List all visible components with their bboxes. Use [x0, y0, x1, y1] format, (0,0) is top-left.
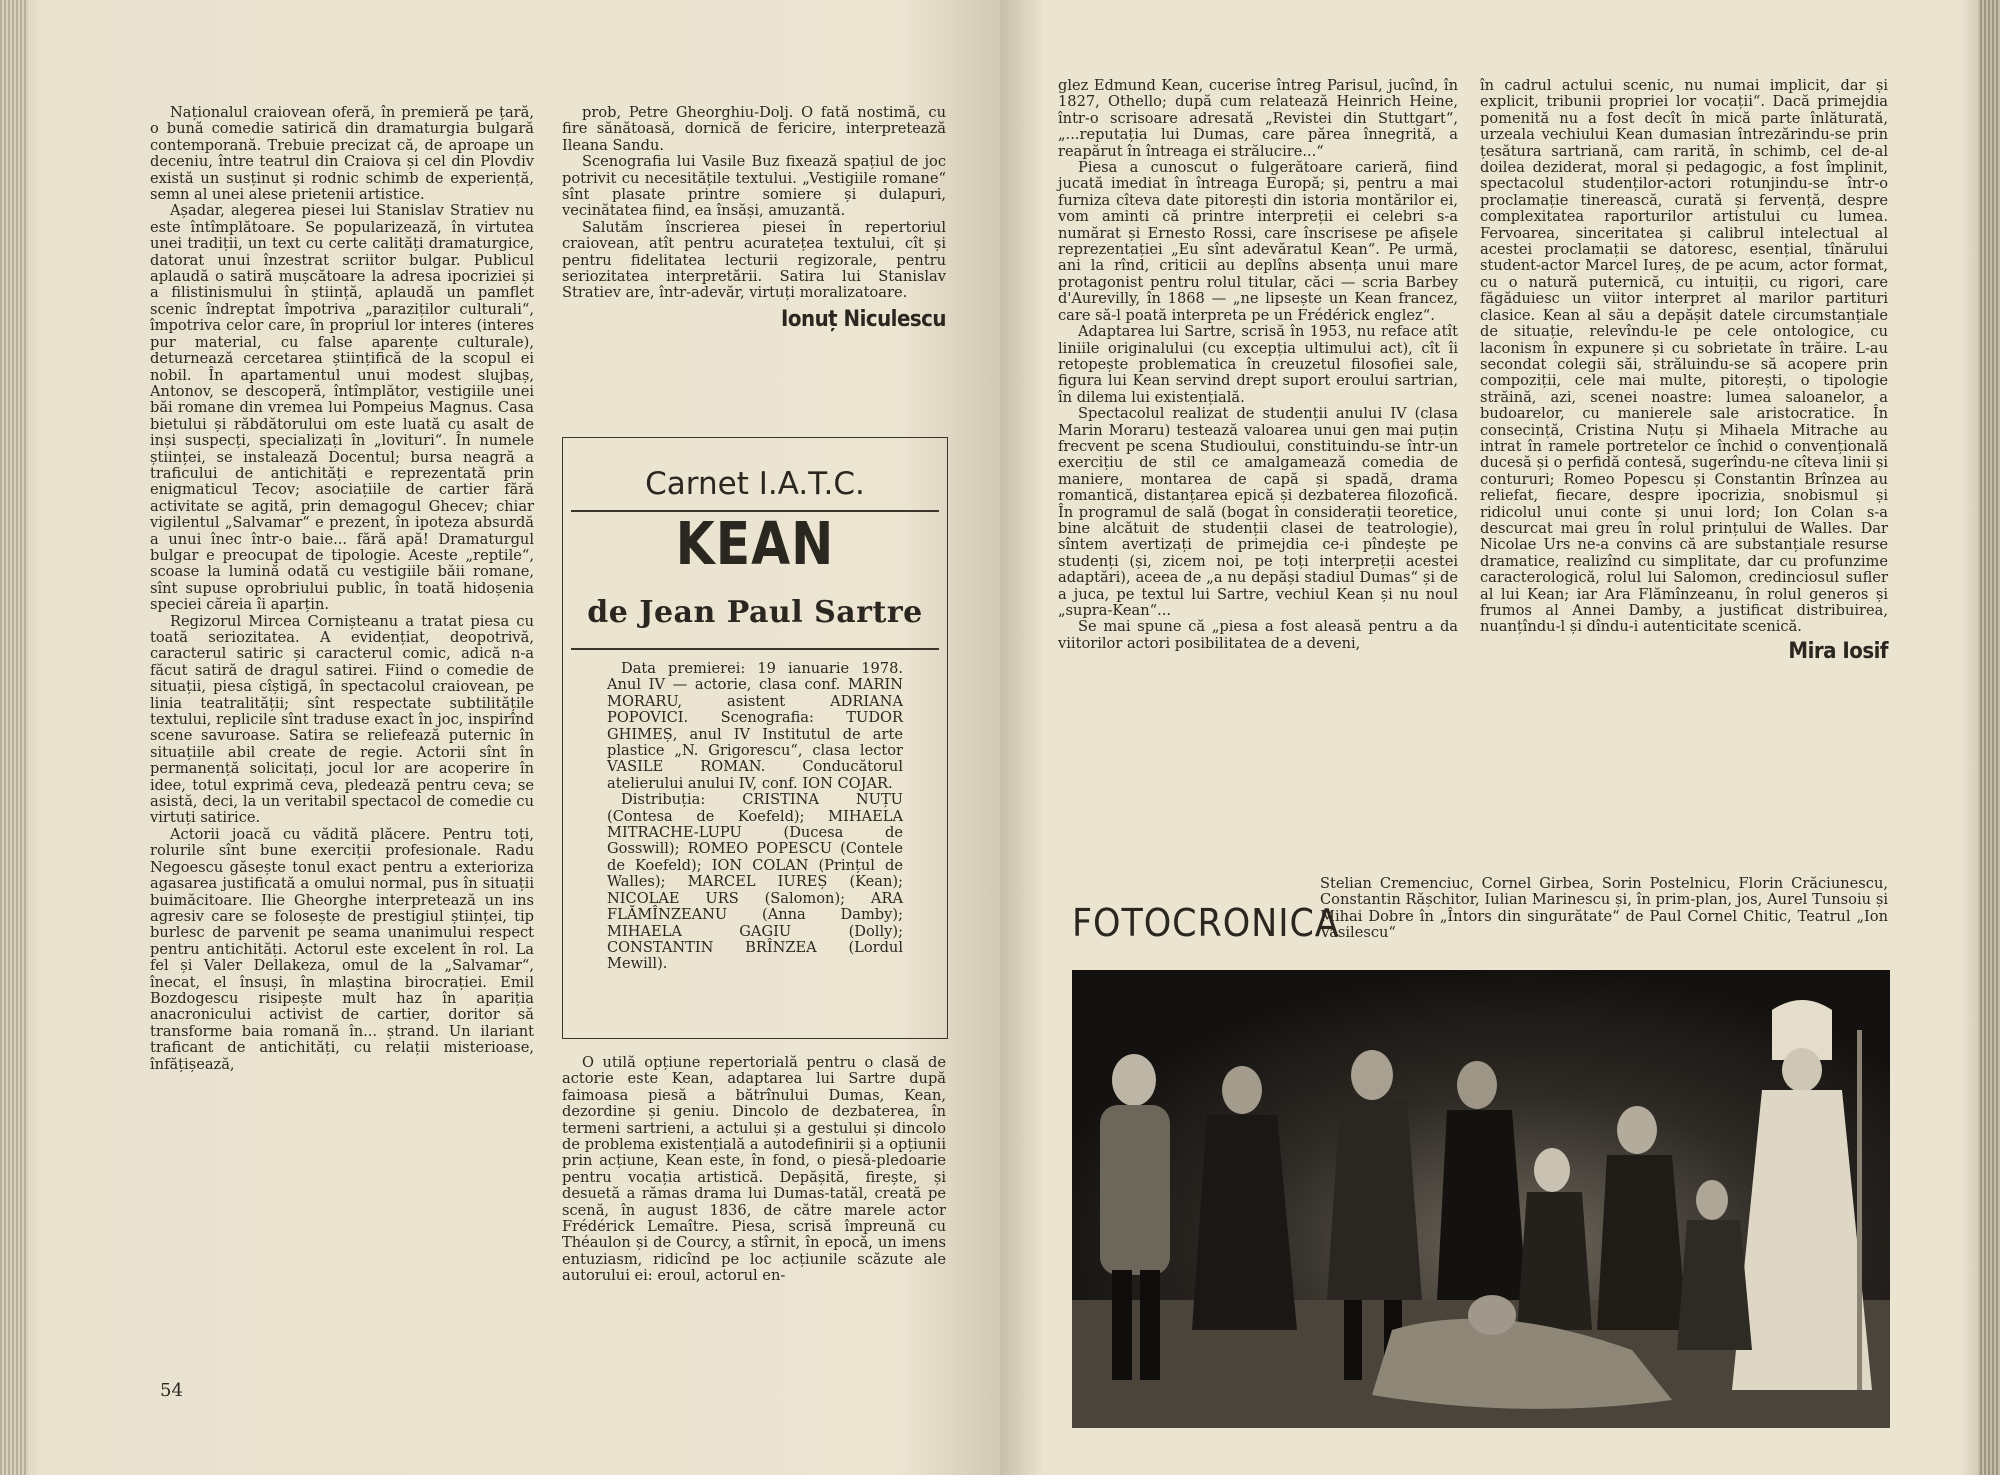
paragraph: Salutăm înscrierea piesei în repertoriul craiovean, atît pentru acuratețea textului, cît și pentru fidelitatea lecturii regizorale, pentru seriozitatea interpretării. Satira lui Stanislav Stratiev are, într-adevăr, virtuți moralizatoare. [562, 218, 946, 302]
author-signature: Mira Iosif [1788, 638, 1888, 664]
page-edge-left [0, 0, 28, 1475]
article-column-2-bottom [562, 1055, 946, 1285]
credits-block [607, 661, 903, 973]
divider [571, 648, 939, 650]
carnet-box [562, 437, 948, 1039]
paragraph: Spectacolul realizat de studenții anului IV (clasa Marin Moraru) testează valoarea unui gen mai puțin frecvent pe scena Studioului, constituindu-se într-un exercițiu de stil ce amalgamează comedia de maniere, montarea de capă și spadă, drama romantică, distanțarea epică și dezbaterea filozofică. În programul de sală (bogat în considerații teoretice, bine alcătuit de studenții clasei de teatrologie), sîntem avertizați de primejdia ce-i pîndește pe studenți (și, zicem noi, pe toți interpreții acestei adaptări), aceea de „a nu depăși stadiul Dumas“ și de a juca, pe textul lui Sartre, vechiul Kean și nu noul „supra-Kean“... [1058, 405, 1458, 619]
paragraph: Regizorul Mircea Cornișteanu a tratat piesa cu toată seriozitatea. A evidențiat, deopotrivă, caracterul satiric și caracterul comic, adică n-a făcut satiră de dragul satirei. Fiind o comedie de situații, piesa cîștigă, în spectacolul craiovean, pe linia teatralității; sînt respectate subtilitățile textului, replicile sînt traduse exact în joc, inspirînd scene savuroase. Satira se reliefează puternic în situațiile abil create de regie. Actorii sînt în permanență solicitați, jocul lor are acoperire în idee, totul exprimă ceva, pledează pentru ceva; se asistă, deci, la un veritabil spectacol de comedie cu virtuți satirice. [150, 612, 534, 827]
paragraph: O utilă opțiune repertorială pentru o clasă de actorie este Kean, adaptarea lui Sartre după faimoasa piesă a bătrînului Dumas, Kean, dezordine și geniu. Dincolo de dezbaterea, în termeni sartrieni, a actului și a gestului și dincolo de problema existențială a autodefinirii și a opțiunii prin acțiune, Kean este, în fond, o piesă-pledoarie pentru vocația artistică. Depășită, firește, și desuetă a rămas drama lui Dumas-tatăl, creată pe scenă, în august 1836, de către marele actor Frédérick Lemaître. Piesa, scrisă împreună cu Théaulon și de Courcy, a stîrnit, în epocă, un imens entuziasm, ridicînd pe loc acțiunile scăzute ale autorului ei: eroul, actorul en- [562, 1054, 946, 1285]
paragraph: Se mai spune că „piesa a fost aleasă pentru a da viitorilor actori posibilitatea de a deveni, [1058, 618, 1458, 652]
article-column-3 [1058, 78, 1458, 652]
page-number: 54 [160, 1380, 183, 1401]
stage-photo-image [1072, 970, 1890, 1428]
article-column-1 [150, 105, 534, 1073]
paragraph: prob, Petre Gheorghiu-Dolj. O fată nostimă, cu fire sănătoasă, dornică de fericire, interpretează Ileana Sandu. [562, 104, 946, 154]
author-signature: Ionuț Niculescu [781, 306, 946, 332]
paragraph: Naționalul craiovean oferă, în premieră pe țară, o bună comedie satirică din dramaturgia bulgară contemporană. Trebuie precizat că, de aproape un deceniu, între teatrul din Craiova și cel din Plovdiv există un susținut și rodnic schimb de experiență, semn al unei alese prietenii artistice. [150, 104, 534, 204]
paragraph: glez Edmund Kean, cucerise întreg Parisul, jucînd, în 1827, Othello; după cum relatează Heinrich Heine, într-o scrisoare adresată „Revistei din Stuttgart“, „...reputația lui Dumas, care părea înnegrită, a reapărut în întreaga ei strălucire...“ [1058, 77, 1458, 160]
photo-caption: Stelian Cremenciuc, Cornel Girbea, Sorin Postelnicu, Florin Crăciunescu, Constantin Rășchitor, Iulian Marinescu și, în prim-plan, jos, Aurel Tunsoiu și Mihai Dobre în „Întors din singurătate“ de Paul Cornel Chitic, Teatrul „Ion Vasilescu“ [1320, 875, 1888, 942]
paragraph: Adaptarea lui Sartre, scrisă în 1953, nu reface atît liniile originalului (cu excepția ultimului act), cît îi retopește problematica în creuzetul filosofiei sale, figura lui Kean servind drept suport eroului sartrian, în dilema lui existențială. [1058, 323, 1458, 406]
paragraph: Așadar, alegerea piesei lui Stanislav Stratiev nu este întîmplătoare. Se popularizează, în virtutea unei tradiții, un text cu certe calități dramaturgice, datorat unui înzestrat scriitor bulgar. Publicul aplaudă o satiră mușcătoare la adresa ipocriziei și a filistinismului în știință, aplaudă un pamflet scenic îndreptat împotriva „paraziților culturali“, împotriva celor care, în propriul lor interes (interes pur material, cu false aparențe culturale), deturnează cercetarea științifică de la scopul ei nobil. În apartamentul unui modest slujbaș, Antonov, se descoperă, întîmplător, vestigiile unei băi romane din vremea lui Pompeius Magnus. Casa bietului și răbdătorului om este luată cu asalt de inși suspecți, specializați în „lovituri“. În numele științei, se instalează Docentul; bursa neagră a traficului de antichități e reprezentată prin enigmaticul Tecov; asociațiile de cartier fără activitate se agită, prin demagogul Ghecev; chiar vigilentul „Salvamar“ e prezent, în ipoteza absurdă a unui înec într-o baie... fără apă! Dramaturgul bulgar e preocupat de tipologie. Aceste „reptile“, scoase la lumină odată cu vestigiile băii romane, sînt supuse oprobriului public, în toată hidoșenia speciei căreia îi aparțin. [150, 202, 534, 614]
box-heading: Carnet I.A.T.C. [645, 466, 865, 502]
paragraph: Piesa a cunoscut o fulgerătoare carieră, fiind jucată imediat în întreaga Europă; și, pentru a mai furniza cîteva date pitorești din istoria montărilor ei, vom aminti că printre interpreții ei celebri s-a numărat și Ernesto Rossi, care înscrisese pe afișele reprezentației „Eu sînt adevăratul Kean“. Pe urmă, ani la rînd, criticii au deplîns absența unui mare protagonist pentru rolul titular, căci — scria Barbey d'Aurevilly, în 1868 — „ne lipsește un Kean francez, care să-l poată interpreta pe un Frédérick englez“. [1058, 159, 1458, 324]
fotocronica-title: FOTOCRONICA [1072, 901, 1340, 945]
article-column-4 [1480, 77, 1888, 664]
credits-text: Data premierei: 19 ianuarie 1978. Anul IV — actorie, clasa conf. MARIN MORARU, asistent ADRIANA POPOVICI. Scenografia: TUDOR GHIMEȘ, anul IV Institutul de arte plastice „N. Grigorescu“, clasa lector VASILE ROMAN. Conducătorul atelierului anului IV, conf. ION COJAR. [607, 660, 903, 792]
article-column-2 [562, 104, 946, 332]
play-title: KEAN [675, 510, 835, 579]
paragraph: în cadrul actului scenic, nu numai implicit, dar și explicit, tribunii propriei lor vocații“. Dacă primejdia pomenită nu a fost decît în mică parte înlăturată, urzeala vechiului Kean dumasian întrezărindu-se prin țesătura sartriană, cam rarită, în schimb, cel de-al doilea deziderat, moral și pedagogic, a fost împlinit, spectacolul studenților-actori rotunjindu-se într-o proclamație tinerească, curată și fervență, despre complexitatea raporturilor artistului cu lumea. Fervoarea, sinceritatea și calibrul intelectual al acestei proclamații se datoresc, esențial, tînărului student-actor Marcel Iureș, de pe acum, actor format, cu o natură puternică, cu intuiții, cu rigori, care făgăduiesc un viitor interpret al marilor partituri clasice. Kean al său a depășit datele circumstanțiale de situație, relevîndu-le pe cele ontologice, cu laconism în expunere și cu sobrietate în trăire. L-au secondat colegii săi, străluindu-se să acopere prin compoziții, cele mai multe, pitorești, o tipologie străină, azi, scenei noastre: lumea saloanelor, a budoarelor, cu manierele sale aristocratice. În consecință, Cristina Nuțu și Mihaela Mitrache au intrat în ramele portretelor ce închid o convențională ducesă și o perfidă contesă, sugerîndu-ne cîteva linii și contururi; Romeo Popescu și Constantin Brînzea au reliefat, fiecare, despre ipocrizia, snobismul și ridicolul unui conte și unui lord; Ion Colan s-a descurcat mai greu în rolul prințului de Walles. Dar Nicolae Urs ne-a convins că are substanțiale resurse dramatice, realizînd cu simplitate, dar cu profunzime caracterologică, rolul lui Salomon, credinciosul sufler al lui Kean; iar Ara Flămînzeanu, în rolul generos și frumos al Annei Damby, a justificat distribuirea, nuanțîndu-l și dîndu-i autenticitate scenică. [1480, 77, 1888, 636]
cast-text: Distribuția: CRISTINA NUȚU (Contesa de Koefeld); MIHAELA MITRACHE-LUPU (Ducesa de Gosswill); ROMEO POPESCU (Contele de Koefeld); ION COLAN (Prințul de Walles); MARCEL IUREȘ (Kean); NICOLAE URS (Salomon); ARA FLĂMÎNZEANU (Anna Damby); MIHAELA GAGIU (Dolly); CONSTANTIN BRÎNZEA (Lordul Mewill). [607, 791, 903, 973]
play-author: de Jean Paul Sartre [587, 595, 923, 630]
stage-photo [1072, 970, 1890, 1428]
page-edge-right [1978, 0, 2000, 1475]
paragraph: Scenografia lui Vasile Buz fixează spațiul de joc potrivit cu necesitățile textului. „Vestigiile romane“ sînt plasate printre somiere și dulapuri, vecinătatea fiind, ea însăși, amuzantă. [562, 153, 946, 220]
paragraph: Actorii joacă cu vădită plăcere. Pentru toți, rolurile sînt bune exerciții profesionale. Radu Negoescu găsește tonul exact pentru a exterioriza agasarea justificată a omului normal, pus în situații buimăcitoare. Ilie Gheorghe interpretează un ins agresiv care se folosește de prestigiul științei, tip burlesc de parvenit pe seama unanimului respect pentru antichități. Actorul este excelent în rol. La fel și Valer Dellakeza, omul de la „Salvamar“, înecat, el însuși, în mlaștina birocrației. Emil Bozdogescu risipește mult haz în apariția anacronicului activist de cartier, doritor să transforme baia romană în... ștrand. Un ilariant traficant de antichități, cu relații misterioase, înfățișează, [150, 825, 534, 1073]
